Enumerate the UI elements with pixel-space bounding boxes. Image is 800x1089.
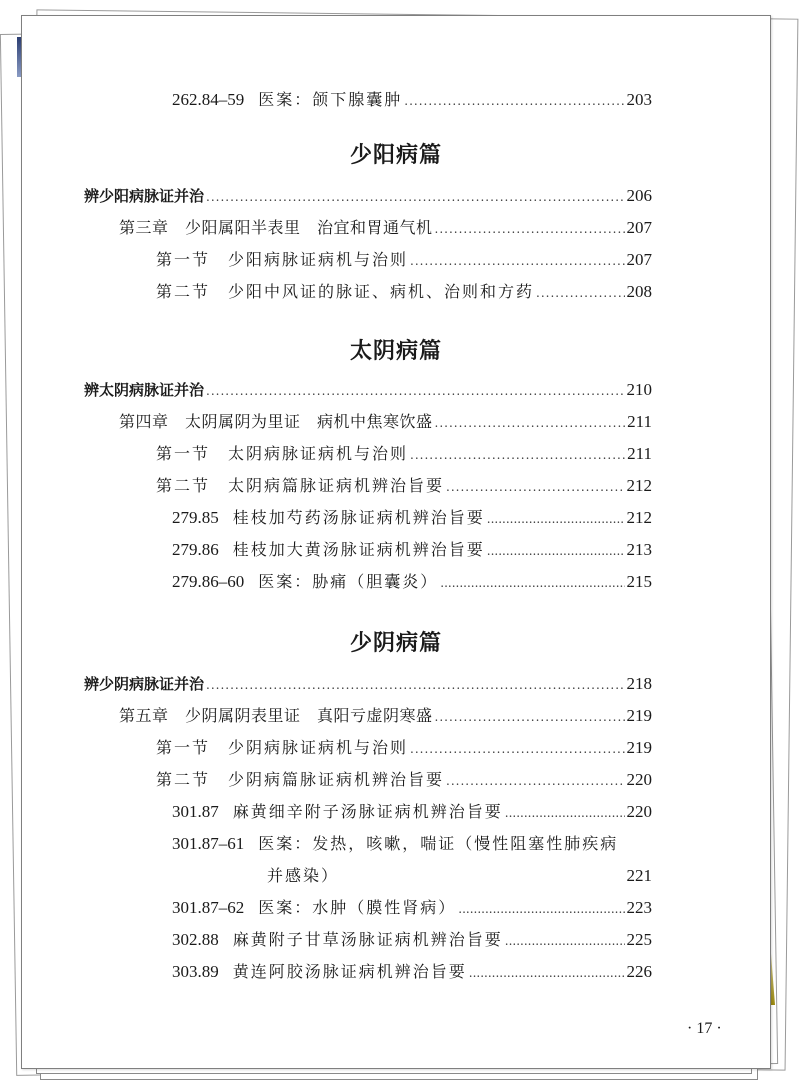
entry-title: 黄连阿胶汤脉证病机辨治旨要: [232, 962, 467, 981]
page-ref: 219: [626, 738, 652, 757]
entry-title: 辨太阴病脉证并治: [84, 381, 205, 399]
dot-leader: [410, 444, 625, 465]
page-ref: 203: [626, 90, 652, 109]
toc-section[interactable]: [156, 770, 652, 791]
page-ref: 208: [626, 282, 652, 301]
page-ref: 211: [627, 412, 652, 431]
toc-section[interactable]: [156, 282, 652, 303]
entry-title: 医案：水肿（膜性肾病）: [258, 898, 457, 917]
dot-leader: [404, 90, 624, 111]
dot-leader: [487, 540, 625, 561]
dot-leader: [505, 930, 625, 951]
toc-chapter[interactable]: [119, 706, 652, 727]
toc-page: [21, 15, 771, 1069]
page-ref: 211: [627, 444, 652, 463]
entry-number: 301.87–61: [172, 834, 245, 853]
toc-entry[interactable]: [172, 540, 652, 561]
toc-entry[interactable]: [172, 930, 652, 951]
entry-title: 第三章 少阳属阳半表里 治宜和胃通气机: [119, 218, 433, 237]
toc-entry[interactable]: [172, 898, 652, 919]
toc-entry[interactable]: [172, 962, 652, 983]
entry-number: 301.87: [172, 802, 219, 821]
entry-title: 桂枝加芍药汤脉证病机辨治旨要: [232, 508, 485, 527]
toc-entry[interactable]: [172, 834, 652, 854]
dot-leader: [446, 770, 624, 791]
toc-entry[interactable]: [172, 90, 652, 111]
dot-leader: [435, 412, 626, 433]
toc-section[interactable]: [156, 250, 652, 271]
page-ref: 213: [626, 540, 652, 559]
toc-chapter[interactable]: [119, 412, 652, 433]
page-ref: 226: [626, 962, 652, 981]
toc-entry[interactable]: [172, 802, 652, 823]
part-heading: 太阴病篇: [349, 338, 442, 364]
dot-leader: [440, 572, 624, 593]
toc-entry[interactable]: [172, 508, 652, 529]
dot-leader: [410, 738, 624, 759]
toc-section[interactable]: [156, 738, 652, 759]
toc-entry-continuation[interactable]: [267, 866, 652, 886]
entry-title: 第一节 太阴病脉证病机与治则: [156, 444, 409, 463]
page-ref: 212: [626, 476, 652, 495]
dot-leader: [536, 282, 624, 303]
page-ref: 221: [626, 866, 652, 885]
page-ref: 210: [626, 380, 652, 399]
page-ref: 219: [626, 706, 652, 725]
entry-title: 第一节 少阴病脉证病机与治则: [156, 738, 409, 757]
toc-entry[interactable]: [172, 572, 652, 593]
entry-title: 医案：胁痛（胆囊炎）: [258, 572, 439, 591]
dot-leader: [206, 674, 624, 695]
page-ref: 225: [626, 930, 652, 949]
dot-leader: [458, 898, 624, 919]
entry-title: 第五章 少阴属阴表里证 真阳亏虚阴寒盛: [119, 706, 433, 725]
dot-leader: [469, 962, 625, 983]
dot-leader: [487, 508, 625, 529]
entry-title: 第一节 少阳病脉证病机与治则: [156, 250, 409, 269]
entry-title: 医案：发热，咳嗽，喘证（慢性阻塞性肺疾病: [258, 834, 619, 853]
dot-leader: [435, 706, 625, 727]
page-ref: 218: [626, 674, 652, 693]
dot-leader: [206, 186, 624, 207]
page-ref: 206: [626, 186, 652, 205]
entry-number: 303.89: [172, 962, 219, 981]
entry-title: 医案：颌下腺囊肿: [258, 90, 403, 109]
entry-number: 279.86–60: [172, 572, 245, 591]
dot-leader: [505, 802, 625, 823]
page-ref: 215: [626, 572, 652, 591]
entry-title: 麻黄细辛附子汤脉证病机辨治旨要: [232, 802, 503, 821]
entry-number: 279.85: [172, 508, 219, 527]
entry-title: 麻黄附子甘草汤脉证病机辨治旨要: [232, 930, 503, 949]
toc-main-entry[interactable]: [84, 674, 652, 695]
entry-title-continuation: 并感染）: [267, 866, 340, 885]
page-ref: 207: [626, 250, 652, 269]
entry-title: 辨少阴病脉证并治: [84, 675, 205, 693]
page-ref: 207: [626, 218, 652, 237]
dot-leader: [206, 380, 624, 401]
entry-title: 辨少阳病脉证并治: [84, 187, 205, 205]
page-ref: 212: [626, 508, 652, 527]
entry-title: 桂枝加大黄汤脉证病机辨治旨要: [232, 540, 485, 559]
dot-leader: [435, 218, 625, 239]
part-heading: 少阳病篇: [349, 142, 442, 168]
dot-leader: [410, 250, 624, 271]
entry-title: 第二节 少阴病篇脉证病机辨治旨要: [156, 770, 445, 789]
page-ref: 223: [626, 898, 652, 917]
entry-number: 262.84–59: [172, 90, 245, 109]
entry-title: 第四章 太阴属阴为里证 病机中焦寒饮盛: [119, 412, 433, 431]
entry-title: 第二节 太阴病篇脉证病机辨治旨要: [156, 476, 445, 495]
entry-title: 第二节 少阳中风证的脉证、病机、治则和方药: [156, 282, 535, 301]
entry-number: 279.86: [172, 540, 219, 559]
page-ref: 220: [626, 802, 652, 821]
part-heading: 少阴病篇: [349, 630, 442, 656]
toc-chapter[interactable]: [119, 218, 652, 239]
toc-main-entry[interactable]: [84, 186, 652, 207]
page-ref: 220: [626, 770, 652, 789]
entry-number: 301.87–62: [172, 898, 245, 917]
page-number: · 17 ·: [687, 1020, 722, 1037]
toc-section[interactable]: [156, 476, 652, 497]
toc-section[interactable]: [156, 444, 652, 465]
dot-leader: [446, 476, 624, 497]
entry-number: 302.88: [172, 930, 219, 949]
toc-main-entry[interactable]: [84, 380, 652, 401]
